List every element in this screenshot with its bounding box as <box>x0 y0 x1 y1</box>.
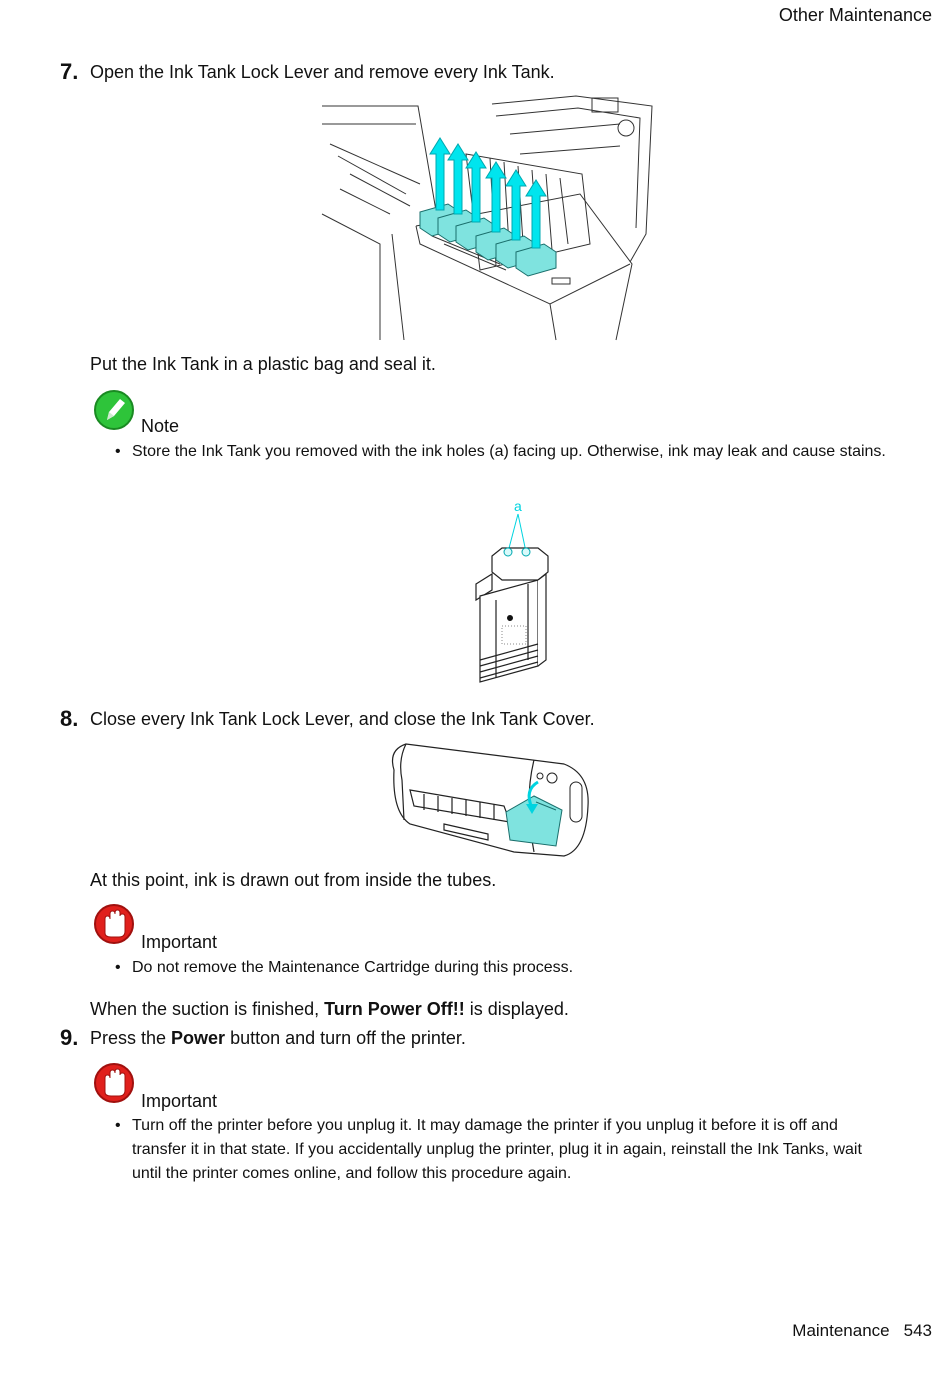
ink-tank-removal-figure <box>320 94 656 342</box>
stop-hand-icon <box>93 903 135 945</box>
page-number: 543 <box>903 1321 932 1340</box>
step-7-followup: Put the Ink Tank in a plastic bag and seal it. <box>90 354 436 374</box>
suction-finished-text: When the suction is finished, Turn Power Off!! is displayed. <box>90 999 569 1019</box>
turn-power-off-message: Turn Power Off!! <box>324 999 465 1019</box>
printer-cover-figure <box>384 740 592 858</box>
step-9-number: 9. <box>60 1025 79 1050</box>
step-7-text: Open the Ink Tank Lock Lever and remove every Ink Tank. <box>90 62 555 82</box>
ink-tank-figure <box>466 510 550 688</box>
note-bullet: • Store the Ink Tank you removed with the ink holes (a) facing up. Otherwise, ink may leak and cause stains. <box>132 440 892 464</box>
page-header: Other Maintenance <box>778 5 932 25</box>
page-footer <box>792 1321 932 1341</box>
stop-hand-icon <box>93 1062 135 1104</box>
pencil-icon <box>93 389 135 431</box>
note-title: Note <box>141 416 180 436</box>
step-8-followup: At this point, ink is drawn out from inside the tubes. <box>90 870 497 890</box>
important-1-bullet: • Do not remove the Maintenance Cartridge during this process. <box>132 956 892 980</box>
important-2-title: Important <box>141 1091 218 1111</box>
important-2-bullet: • Turn off the printer before you unplug it. It may damage the printer if you unplug it before it is off and transfer it in that state. If you accidentally unplug the printer, plug it in again, reinstall the Ink Tanks, wait until the printer comes online, and follow this procedure again. <box>132 1114 892 1186</box>
ink-hole-label: a <box>514 498 522 514</box>
power-button-label: Power <box>171 1028 226 1048</box>
step-8-text: Close every Ink Tank Lock Lever, and close the Ink Tank Cover. <box>90 709 595 729</box>
step-7-number: 7. <box>60 59 79 84</box>
step-8-number: 8. <box>60 706 79 731</box>
important-1-title: Important <box>141 932 218 952</box>
footer-section: Maintenance <box>792 1321 890 1340</box>
step-9-text: Press the Power button and turn off the printer. <box>90 1028 466 1048</box>
